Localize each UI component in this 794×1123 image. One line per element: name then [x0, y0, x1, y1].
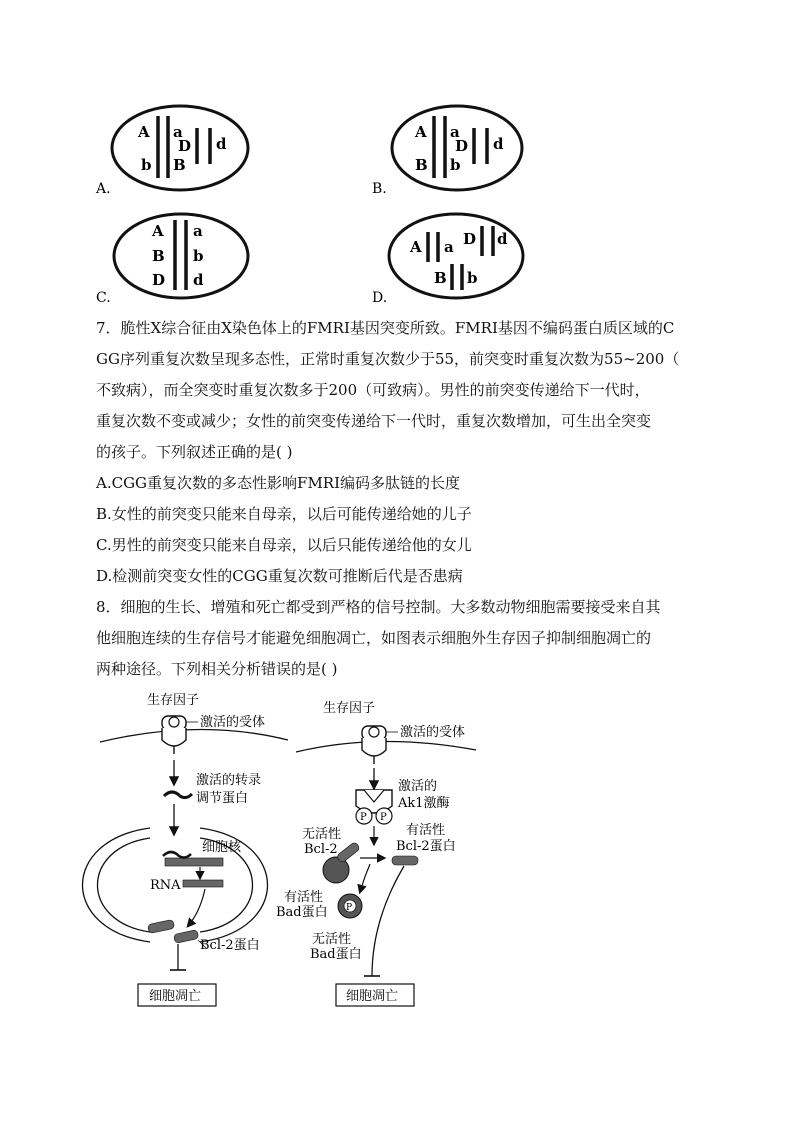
- receptor-icon: [362, 726, 386, 764]
- akt-kinase-icon: [356, 790, 392, 824]
- gene-label: A: [415, 123, 427, 141]
- gene-label: A: [138, 123, 150, 141]
- gene-label: b: [141, 156, 152, 174]
- q8-stem-line: 8．细胞的生长、增殖和死亡都受到严格的信号控制。大多数动物细胞需要接受来自其: [96, 598, 661, 616]
- rna-label: RNA: [150, 878, 181, 893]
- activated-receptor-label: 激活的受体: [200, 715, 266, 730]
- svg-text:P: P: [380, 812, 387, 823]
- q7-option-a[interactable]: A.CGG重复次数的多态性影响FMRI编码多肽链的长度: [96, 474, 461, 492]
- gene-label: D: [463, 230, 477, 248]
- gene-label: D: [178, 137, 192, 155]
- gene-label: b: [467, 269, 478, 287]
- gene-label: A: [410, 238, 422, 256]
- survival-factor-label: 生存因子: [323, 701, 376, 716]
- transcription-factor-icon: [164, 792, 192, 798]
- nucleus-label: 细胞核: [202, 840, 242, 855]
- gene-label: D: [152, 271, 166, 289]
- gene-label: b: [450, 156, 461, 174]
- tf-label-line2: 调节蛋白: [196, 791, 249, 806]
- active-bcl2-icon: [392, 856, 418, 865]
- gene-label: a: [444, 238, 454, 256]
- gene-label: d: [216, 135, 227, 153]
- option-label-c: C.: [96, 290, 111, 306]
- right-pathway: [276, 700, 476, 1006]
- left-pathway: [83, 692, 289, 1006]
- question-8: [96, 592, 716, 685]
- apoptosis-label-left: 细胞凋亡: [149, 989, 202, 1004]
- akt-label-line1: 激活的: [398, 779, 438, 794]
- active-bcl2-label-line2: Bcl-2蛋白: [396, 839, 456, 854]
- option-label-a: A.: [96, 181, 111, 197]
- tf-label-line1: 激活的转录: [196, 773, 262, 788]
- cell-option-b: [392, 106, 522, 190]
- q7-stem-line: 不致病），而全突变时重复次数多于200（可致病）。男性的前突变传递给下一代时，: [96, 381, 650, 399]
- cell-outline-c: [114, 214, 248, 298]
- bcl2-protein-icon: [147, 919, 174, 933]
- cell-option-d: [389, 214, 523, 298]
- activated-receptor-label: 激活的受体: [400, 725, 466, 740]
- active-bad-label-line1: 有活性: [284, 890, 324, 905]
- q8-stem-line: 两种途径。下列相关分析错误的是( ): [96, 660, 338, 678]
- bcl2-label: Bcl-2蛋白: [200, 938, 260, 953]
- gene-label: D: [455, 137, 469, 155]
- chromosome-options-figure: [0, 0, 794, 310]
- gene-label: B: [434, 269, 447, 287]
- active-bcl2-label-line1: 有活性: [406, 823, 446, 838]
- gene-label: a: [173, 123, 183, 141]
- q7-stem-line: 的孩子。下列叙述正确的是( ): [96, 443, 293, 461]
- gene-label: d: [497, 230, 508, 248]
- inactive-bcl2-label-line1: 无活性: [302, 827, 342, 842]
- q7-stem-line: 重复次数不变或减少；女性的前突变传递给下一代时，重复次数增加，可生出全突变: [96, 412, 652, 430]
- rna-bar: [183, 880, 223, 887]
- akt-label-line2: Ak1激酶: [398, 796, 450, 811]
- cell-option-c: [114, 214, 248, 298]
- cell-outline-d: [389, 214, 523, 298]
- gene-label: d: [493, 135, 504, 153]
- cell-option-a: [112, 106, 248, 190]
- phospho-bad-icon: [338, 894, 362, 918]
- option-label-d: D.: [372, 290, 388, 306]
- apoptosis-label-right: 细胞凋亡: [346, 989, 399, 1004]
- gene-label: B: [152, 247, 165, 265]
- svg-text:P: P: [360, 812, 367, 823]
- question-7: [96, 313, 716, 592]
- nuclear-envelope: [98, 838, 151, 932]
- gene-label: A: [152, 222, 164, 240]
- gene-label: b: [193, 247, 204, 265]
- gene-label: a: [450, 123, 460, 141]
- q7-option-d[interactable]: D.检测前突变女性的CGG重复次数可推断后代是否患病: [96, 567, 463, 585]
- gene-label: a: [193, 222, 203, 240]
- dna-bar: [165, 858, 223, 866]
- gene-label: B: [173, 156, 186, 174]
- option-label-b: B.: [372, 181, 387, 197]
- q7-stem-line: 7．脆性X综合征由X染色体上的FMRI基因突变所致。FMRI基因不编码蛋白质区域的C: [96, 319, 675, 337]
- inactive-bad-label-line2: Bad蛋白: [310, 947, 362, 962]
- svg-text:P: P: [346, 903, 353, 913]
- gene-label: B: [415, 156, 428, 174]
- cell-membrane: [100, 729, 288, 742]
- q7-option-b[interactable]: B.女性的前突变只能来自母亲，以后可能传递给她的儿子: [96, 505, 472, 523]
- active-bad-label-line2: Bad蛋白: [276, 905, 328, 920]
- survival-pathway-figure: [0, 680, 794, 1020]
- receptor-icon: [162, 716, 186, 754]
- q7-option-c[interactable]: C.男性的前突变只能来自母亲，以后只能传递给他的女儿: [96, 536, 472, 554]
- q7-stem-line: GG序列重复次数呈现多态性，正常时重复次数少于55，前突变时重复次数为55~200（: [96, 350, 680, 368]
- survival-factor-label: 生存因子: [147, 693, 200, 708]
- q8-stem-line: 他细胞连续的生存信号才能避免细胞凋亡，如图表示细胞外生存因子抑制细胞凋亡的: [96, 629, 652, 647]
- inactive-bcl2-label-line2: Bcl-2: [304, 842, 338, 857]
- gene-label: d: [193, 271, 204, 289]
- inactive-bad-label-line1: 无活性: [312, 932, 352, 947]
